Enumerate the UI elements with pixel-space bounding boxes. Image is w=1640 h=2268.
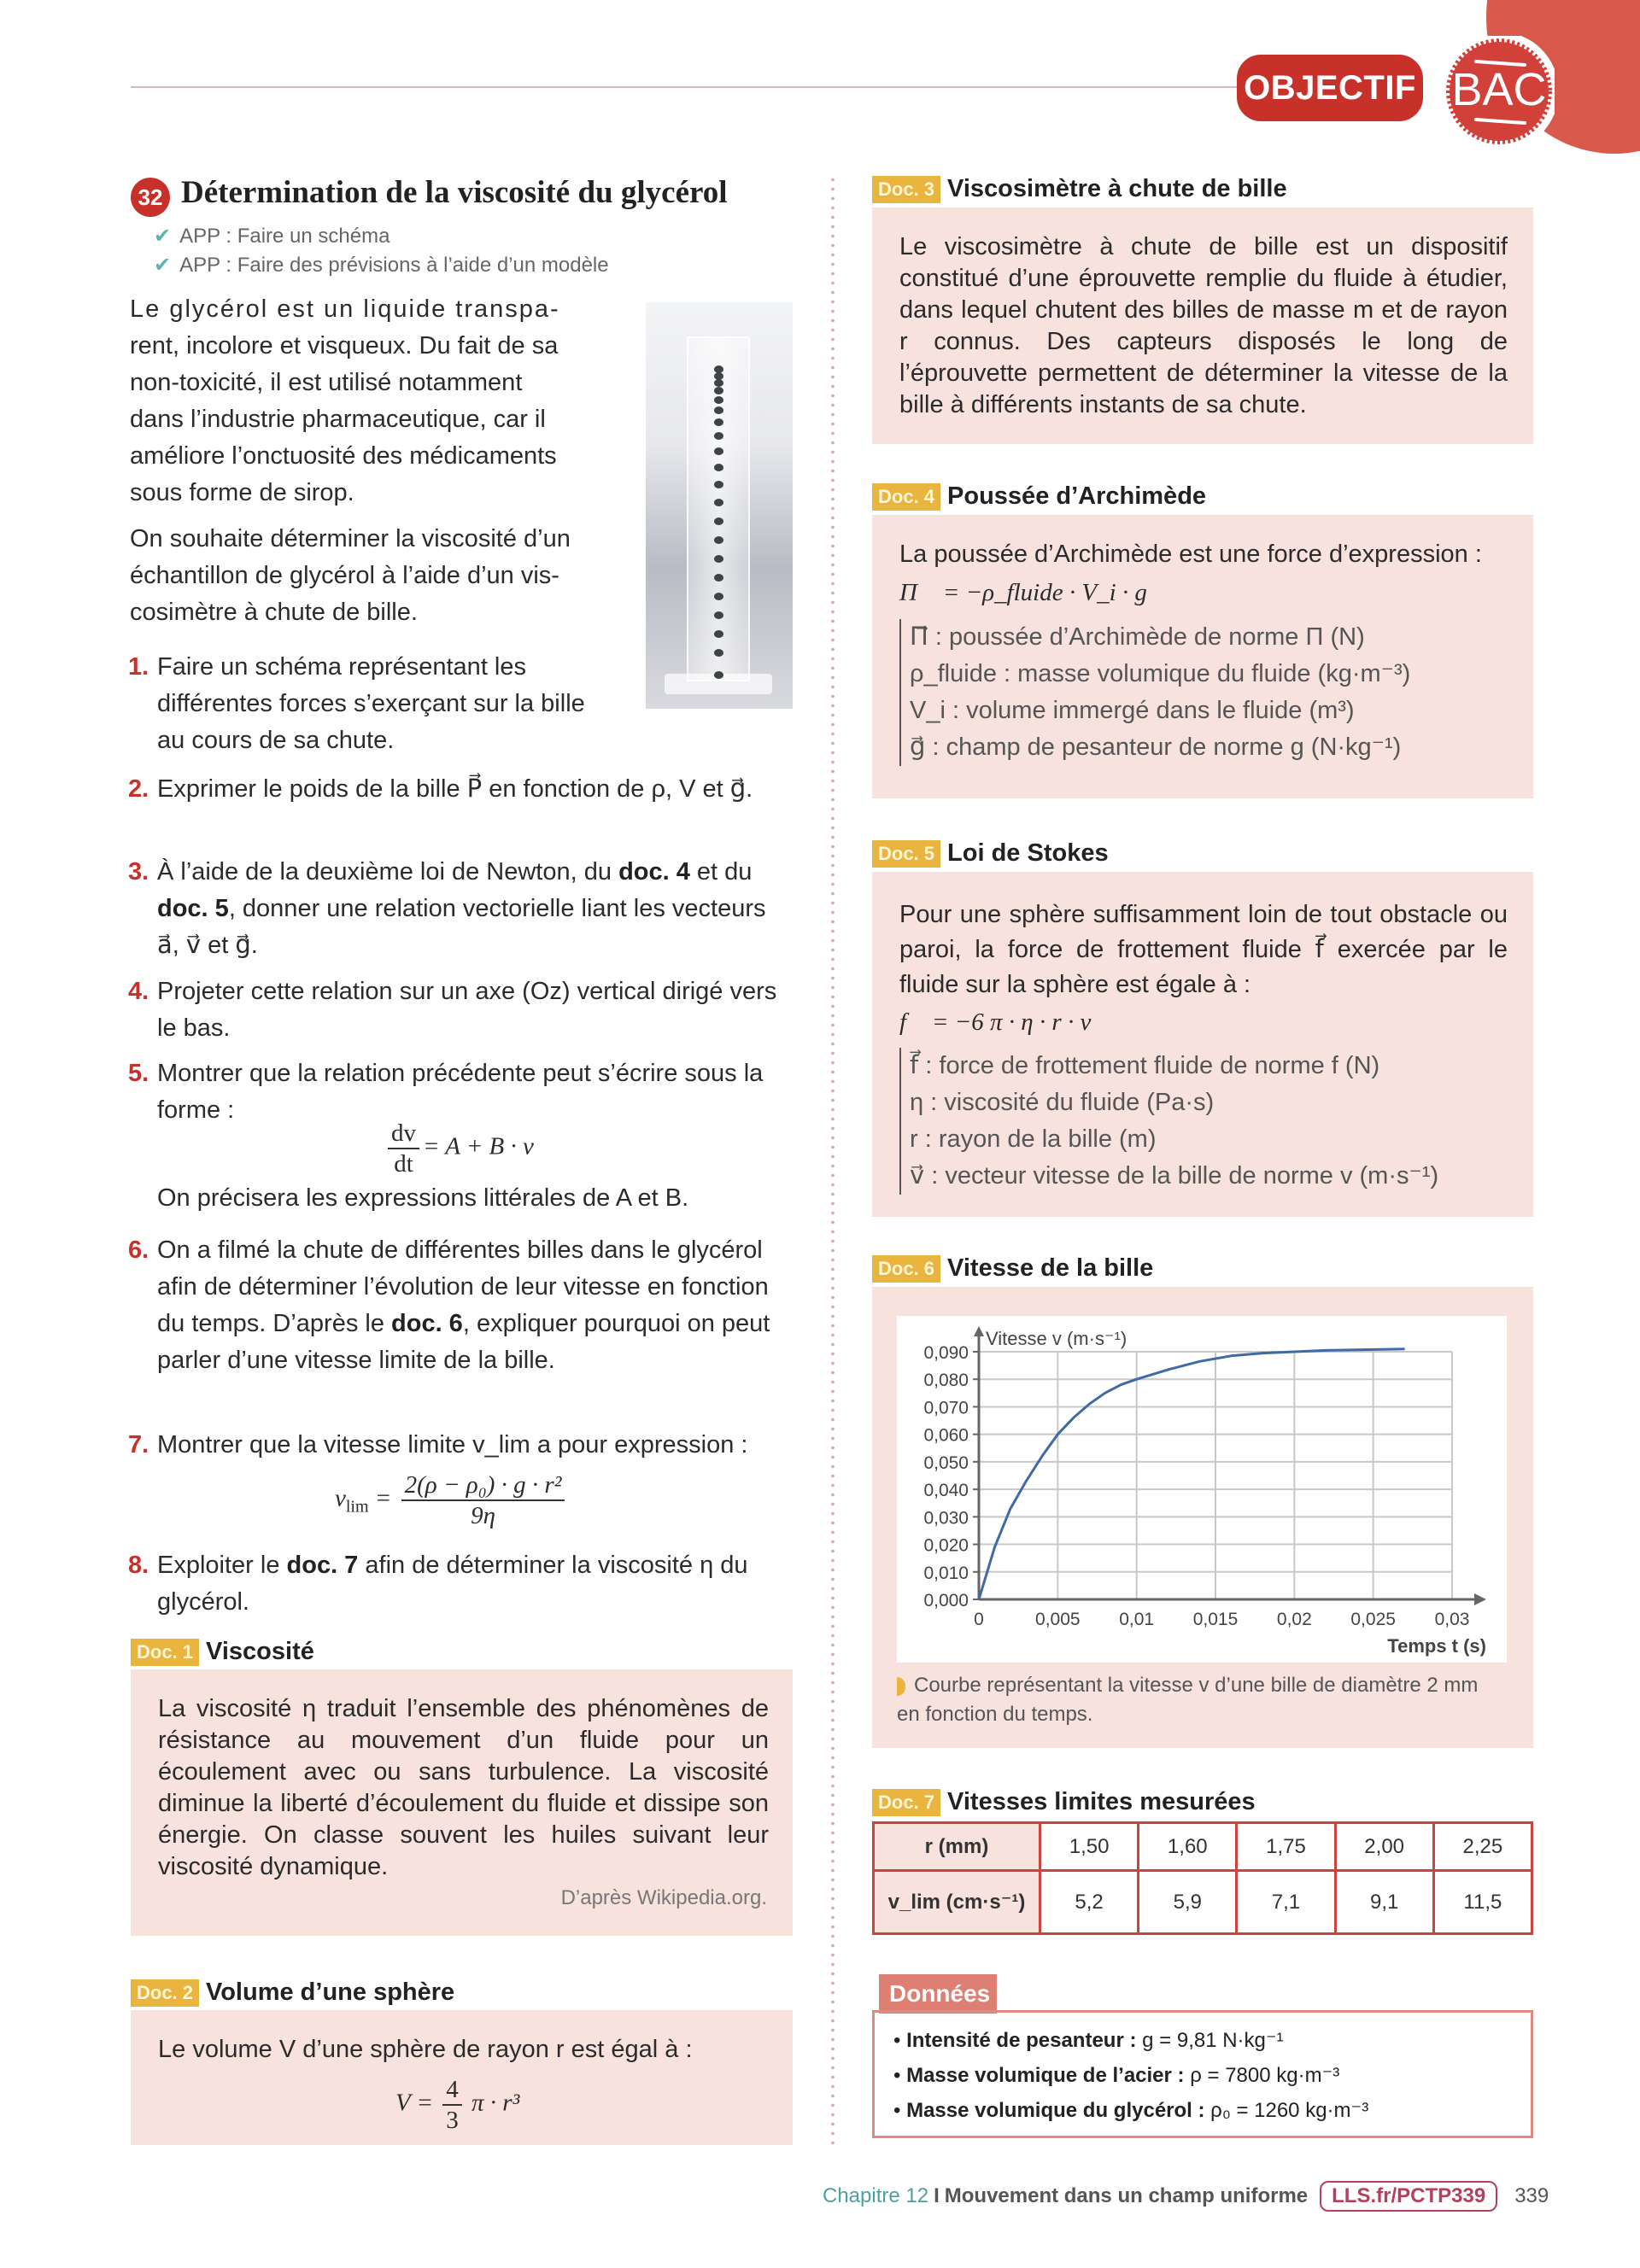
doc5-text: Pour une sphère suffisamment loin de tout obstacle ou paroi, la force de frottement fluide f⃗ exercée par le fluide sur la sphère est égale à : — [899, 901, 1508, 998]
donnees-title: Données — [879, 1974, 997, 2014]
table-cell: 5,9 — [1139, 1871, 1237, 1934]
table-cell: 1,75 — [1237, 1823, 1335, 1871]
doc4-header — [872, 482, 1206, 511]
footer-separator: I — [934, 2184, 940, 2207]
question-1: 1. Faire un schéma représentant les différentes forces s’exerçant sur la bille au cours de sa chute. — [128, 653, 585, 754]
skill-item: ✔ APP : Faire un schéma — [154, 225, 390, 248]
doc-label: Doc. 3 — [872, 176, 940, 203]
page-footer — [823, 2181, 1549, 2212]
svg-text:0,010: 0,010 — [923, 1563, 969, 1583]
doc3-text: Le viscosimètre à chute de bille est un dispositif constitué d’une éprouvette remplie du fluide à étudier, dans lequel chutent des billes de masse m et de rayon r connus. Des capteurs disposés le long de l’éprouvette permettent de déterminer la vitesse de la bille à différents instants de sa chute. — [899, 233, 1508, 418]
table-cell: 2,25 — [1433, 1823, 1532, 1871]
svg-text:0,020: 0,020 — [923, 1535, 969, 1556]
svg-text:0,030: 0,030 — [923, 1508, 969, 1529]
svg-text:0,060: 0,060 — [923, 1425, 969, 1446]
doc4-box — [872, 515, 1533, 798]
svg-text:0,080: 0,080 — [923, 1371, 969, 1391]
question-2: 2. Exprimer le poids de la bille P⃗ en fonction de ρ, V et g⃗. — [128, 775, 753, 803]
doc1-box — [131, 1669, 793, 1936]
doc-label: Doc. 4 — [872, 483, 940, 511]
question-6: 6. On a filmé la chute de différentes billes dans le glycérol afin de déterminer l’évolution de leur vitesse en fonction du temps. D’après le doc. 6, expliquer pourquoi on peut parler d’une vitesse limite de la bille. — [128, 1236, 770, 1374]
doc-title: Vitesse de la bille — [947, 1254, 1154, 1282]
svg-text:Temps t (s): Temps t (s) — [1387, 1635, 1486, 1657]
doc6-header — [872, 1254, 1153, 1283]
doc5-header — [872, 839, 1109, 868]
equation-dvdt: $\frac{dv}{dt}$ = A + B · v — [384, 1119, 534, 1178]
bac-label: BAC — [1451, 64, 1547, 115]
table-row — [874, 1871, 1532, 1934]
svg-text:0,090: 0,090 — [923, 1343, 969, 1363]
table-cell: 2,00 — [1335, 1823, 1433, 1871]
doc-title: Loi de Stokes — [947, 839, 1109, 867]
doc1-header — [131, 1638, 314, 1666]
check-icon: ✔ — [154, 254, 172, 277]
doc-label: Doc. 1 — [131, 1639, 199, 1666]
donnees-box — [872, 2010, 1533, 2138]
svg-text:Vitesse v (m·s⁻¹): Vitesse v (m·s⁻¹) — [986, 1328, 1128, 1349]
row-header-vlim: v_lim (cm·s⁻¹) — [874, 1871, 1040, 1934]
svg-text:0,025: 0,025 — [1350, 1610, 1396, 1629]
vlim-table — [872, 1821, 1533, 1935]
header-rule — [131, 86, 1241, 88]
stokes-legend: f⃗ : force de frottement fluide de norme f (N) η : viscosité du fluide (Pa·s) r : rayon de la bille (m) v⃗ : vecteur vitesse de la bille de norme v (m·s⁻¹) — [899, 1048, 1438, 1195]
svg-text:0: 0 — [974, 1610, 984, 1629]
table-row — [874, 1823, 1532, 1871]
svg-text:0,040: 0,040 — [923, 1481, 969, 1501]
doc1-source: D’après Wikipedia.org. — [560, 1886, 767, 1909]
chapter-number: Chapitre 12 — [823, 2184, 929, 2207]
donnees-item: • Masse volumique du glycérol : ρ₀ = 1260 kg·m⁻³ — [893, 2099, 1369, 2122]
svg-text:0,015: 0,015 — [1192, 1610, 1239, 1629]
skill-item: ✔ APP : Faire des prévisions à l’aide d’un modèle — [154, 254, 609, 277]
intro-paragraph-1: Le glycérol est un liquide transpa- rent, incolore et visqueux. Du fait de sa non-toxicité, il est utilisé notamment dans l’industrie pharmaceutique, car il améliore l’onctuosité des médicaments sous forme de sirop. — [130, 295, 560, 506]
question-8: 8. Exploiter le doc. 7 afin de déterminer la viscosité η du glycérol. — [128, 1552, 748, 1616]
sphere-volume-equation: V = $\frac{4}{3}$ π · r³ — [395, 2076, 520, 2134]
table-cell: 1,60 — [1139, 1823, 1237, 1871]
stokes-equation: f⃗ = −6 π · η · r · v⃗ — [899, 1008, 1110, 1036]
doc-title: Volume d’une sphère — [206, 1979, 455, 2006]
doc-label: Doc. 7 — [872, 1789, 940, 1816]
doc-label: Doc. 2 — [131, 1979, 199, 2007]
doc-title: Poussée d’Archimède — [947, 482, 1207, 510]
donnees-item: • Intensité de pesanteur : g = 9,81 N·kg⁻¹ — [893, 2029, 1284, 2052]
svg-text:0,070: 0,070 — [923, 1398, 969, 1418]
question-4: 4. Projeter cette relation sur un axe (Oz) vertical dirigé vers le bas. — [128, 978, 777, 1042]
table-cell: 9,1 — [1335, 1871, 1433, 1934]
doc7-header — [872, 1788, 1256, 1816]
table-cell: 5,2 — [1040, 1871, 1139, 1934]
doc-label: Doc. 5 — [872, 840, 940, 868]
page-number: 339 — [1514, 2184, 1549, 2207]
doc-title: Viscosité — [206, 1638, 314, 1665]
table-cell: 7,1 — [1237, 1871, 1335, 1934]
svg-text:0,050: 0,050 — [923, 1453, 969, 1473]
doc3-header — [872, 175, 1287, 203]
intro-paragraph-2: On souhaite déterminer la viscosité d’un échantillon de glycérol à l’aide d’un vis- cosimètre à chute de bille. — [130, 525, 571, 626]
doc6-caption: Courbe représentant la vitesse v d’une bille de diamètre 2 mm en fonction du temps. — [897, 1674, 1479, 1726]
doc2-box — [131, 2010, 793, 2145]
svg-text:0,000: 0,000 — [923, 1591, 969, 1610]
question-3: 3. À l’aide de la deuxième loi de Newton, du doc. 4 et du doc. 5, donner une relation vectorielle liant les vecteurs a⃗, v⃗ et g⃗. — [128, 858, 766, 959]
donnees-item: • Masse volumique de l’acier : ρ = 7800 kg·m⁻³ — [893, 2064, 1340, 2087]
question-7: 7. Montrer que la vitesse limite v_lim a pour expression : — [128, 1431, 748, 1458]
archimede-legend: Π⃗ : poussée d’Archimède de norme Π (N) ρ_fluide : masse volumique du fluide (kg·m⁻³) V_i : volume immergé dans le fluide (m³) g⃗ : champ de pesanteur de norme g (N·kg⁻¹) — [899, 619, 1410, 766]
doc3-box — [872, 208, 1533, 444]
svg-text:0,03: 0,03 — [1434, 1610, 1470, 1629]
question-5: 5. Montrer que la relation précédente peut s’écrire sous la forme : — [128, 1060, 764, 1124]
svg-text:0,01: 0,01 — [1119, 1610, 1155, 1629]
row-header-r: r (mm) — [874, 1823, 1040, 1871]
chapter-title: Mouvement dans un champ uniforme — [944, 2184, 1309, 2207]
table-cell: 11,5 — [1433, 1871, 1532, 1934]
doc2-header — [131, 1979, 454, 2007]
velocity-chart-svg — [897, 1316, 1507, 1663]
svg-text:0,02: 0,02 — [1276, 1610, 1312, 1629]
table-cell: 1,50 — [1040, 1823, 1139, 1871]
question-5-note: On précisera les expressions littérales de A et B. — [157, 1184, 689, 1212]
column-separator — [831, 175, 835, 2148]
equation-vlim: $v_{lim}$ = $\frac{\text{2(ρ − ρ₀) · g · r²}}{9\eta}$ — [335, 1470, 568, 1530]
exercise-number: 32 — [131, 178, 170, 217]
doc-label: Doc. 6 — [872, 1255, 940, 1283]
graduated-cylinder-photo — [646, 302, 793, 709]
lls-link[interactable]: LLS.fr/PCTP339 — [1320, 2181, 1497, 2212]
doc5-box — [872, 872, 1533, 1217]
exercise-title: Détermination de la viscosité du glycérol — [181, 175, 728, 210]
svg-text:0,005: 0,005 — [1035, 1610, 1081, 1629]
archimede-equation: Π⃗ = −ρ_fluide · V_i · g⃗ — [899, 579, 1167, 606]
doc1-text: La viscosité η traduit l’ensemble des phénomènes de résistance au mouvement d’un fluide pour un écoulement avec ou sans turbulence. La viscosité diminue la liberté d’écoulement du fluide et dissipe son énergie. On classe souvent les huiles suivant leur viscosité dynamique. — [158, 1695, 769, 1880]
check-icon: ✔ — [154, 225, 172, 248]
velocity-chart — [897, 1316, 1507, 1663]
doc4-text: La poussée d’Archimède est une force d’expression : — [899, 541, 1482, 568]
doc2-text: Le volume V d’une sphère de rayon r est égal à : — [158, 2036, 693, 2063]
doc-title: Viscosimètre à chute de bille — [947, 175, 1287, 202]
objectif-badge: OBJECTIF — [1237, 55, 1423, 121]
caption-marker-icon — [897, 1677, 905, 1696]
doc-title: Vitesses limites mesurées — [947, 1788, 1256, 1815]
